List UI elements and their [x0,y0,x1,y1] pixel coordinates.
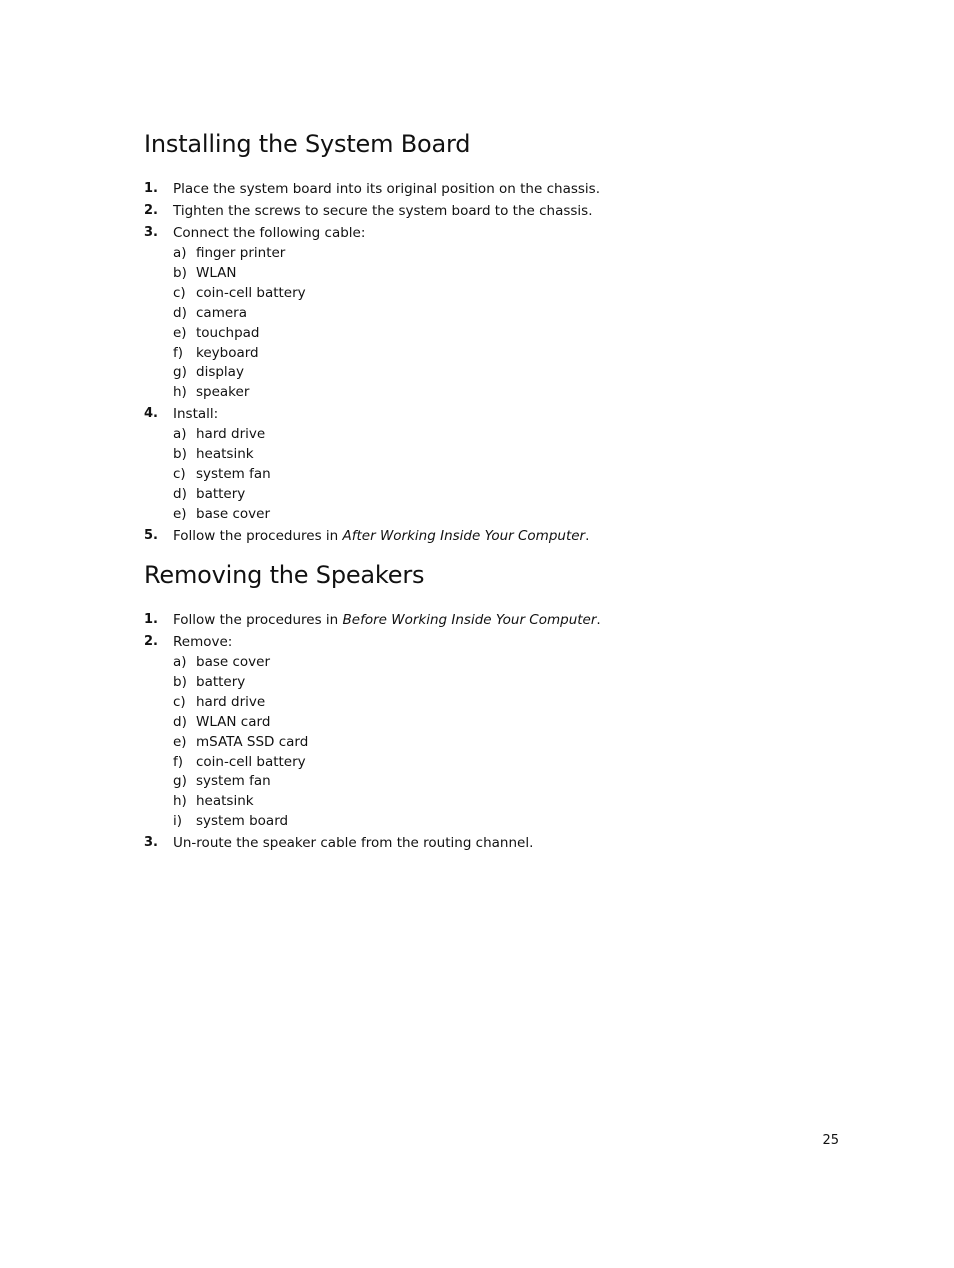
step-item [144,609,844,631]
sub-text: system fan [196,773,271,790]
sub-letter: g) [173,364,187,381]
sub-text: WLAN [196,264,237,281]
step-item [144,403,844,525]
sub-item [173,792,844,812]
step-item [144,832,844,854]
step-item [144,631,844,832]
step-number: 3. [144,225,158,240]
step-text: Place the system board into its original position on the chassis. [173,181,600,197]
sub-letter: d) [173,713,187,730]
sub-letter: b) [173,446,187,463]
sub-item [173,753,844,773]
step-number: 4. [144,406,158,422]
sub-text: system board [196,813,289,830]
step-text: Follow the procedures in [173,612,343,628]
sub-item [173,713,844,733]
step-number: 2. [144,634,158,649]
sub-item [173,693,844,713]
sub-letter: b) [173,264,187,281]
sub-text: base cover [196,505,270,522]
sub-letter: h) [173,384,187,401]
sub-item [173,304,844,324]
sub-item [173,465,844,485]
step-number: 5. [144,527,158,543]
sub-text: hard drive [196,426,266,443]
sub-item [173,425,844,445]
sub-letter: d) [173,304,187,321]
sub-list [173,244,844,403]
sub-letter: e) [173,324,187,341]
sub-item [173,284,844,304]
sub-text: hard drive [196,693,266,710]
sub-item [173,244,844,264]
sub-letter: g) [173,773,187,790]
cross-reference: Before Working Inside Your Computer [342,612,597,628]
sub-text: coin-cell battery [196,753,306,770]
sub-letter: e) [173,505,187,522]
sub-letter: a) [173,654,187,670]
sub-text: battery [196,673,246,690]
section-removing-speakers [144,559,844,854]
sub-letter: a) [173,426,187,443]
sub-item [173,733,844,753]
sub-text: heatsink [196,793,254,810]
sub-item [173,772,844,792]
sub-text: keyboard [196,344,259,361]
sub-text: heatsink [196,446,254,463]
step-text: Un-route the speaker cable from the routing channel. [173,835,534,852]
step-text-tail: . [596,612,601,628]
sub-item [173,445,844,465]
sub-text: battery [196,485,246,502]
sub-letter: f) [173,344,184,361]
sub-text: system fan [196,466,271,483]
sub-text: coin-cell battery [196,284,306,301]
sub-item [173,324,844,344]
sub-text: display [196,364,244,381]
step-number: 1. [144,612,158,627]
sub-letter: d) [173,485,187,502]
step-text: Install: [173,406,219,423]
step-item [144,178,844,200]
step-text: Follow the procedures in [173,527,343,544]
sub-item [173,505,844,525]
sub-text: mSATA SSD card [196,733,309,750]
sub-item [173,383,844,403]
section-heading: Installing the System Board [144,130,471,158]
sub-item [173,344,844,364]
sub-item [173,673,844,693]
sub-text: finger printer [196,245,286,261]
step-item [144,200,844,222]
sub-letter: f) [173,753,184,770]
sub-item [173,264,844,284]
section-installing-system-board [144,128,844,547]
sub-item [173,363,844,383]
sub-list [173,653,844,832]
step-text: Connect the following cable: [173,225,366,241]
sub-letter: e) [173,733,187,750]
sub-letter: i) [173,813,183,830]
sub-text: WLAN card [196,713,271,730]
sub-text: touchpad [196,324,260,341]
sub-letter: c) [173,693,186,710]
step-text: Remove: [173,634,233,650]
sub-item [173,653,844,673]
step-item [144,222,844,403]
sub-letter: b) [173,673,187,690]
steps-list [144,609,844,854]
step-text-tail: . [585,527,590,544]
sub-text: base cover [196,654,270,670]
section-heading: Removing the Speakers [144,561,425,589]
sub-letter: c) [173,466,186,483]
step-number: 3. [144,835,158,851]
cross-reference: After Working Inside Your Computer [342,527,586,544]
step-number: 1. [144,181,158,196]
sub-item [173,485,844,505]
sub-letter: a) [173,245,187,261]
step-number: 2. [144,203,158,218]
sub-text: speaker [196,384,250,401]
steps-list [144,178,844,547]
page-number: 25 [822,1133,839,1148]
sub-text: camera [196,304,247,321]
step-item [144,525,844,547]
sub-letter: c) [173,284,186,301]
sub-item [173,812,844,832]
step-text: Tighten the screws to secure the system board to the chassis. [173,203,593,219]
sub-list [173,425,844,525]
sub-letter: h) [173,793,187,810]
